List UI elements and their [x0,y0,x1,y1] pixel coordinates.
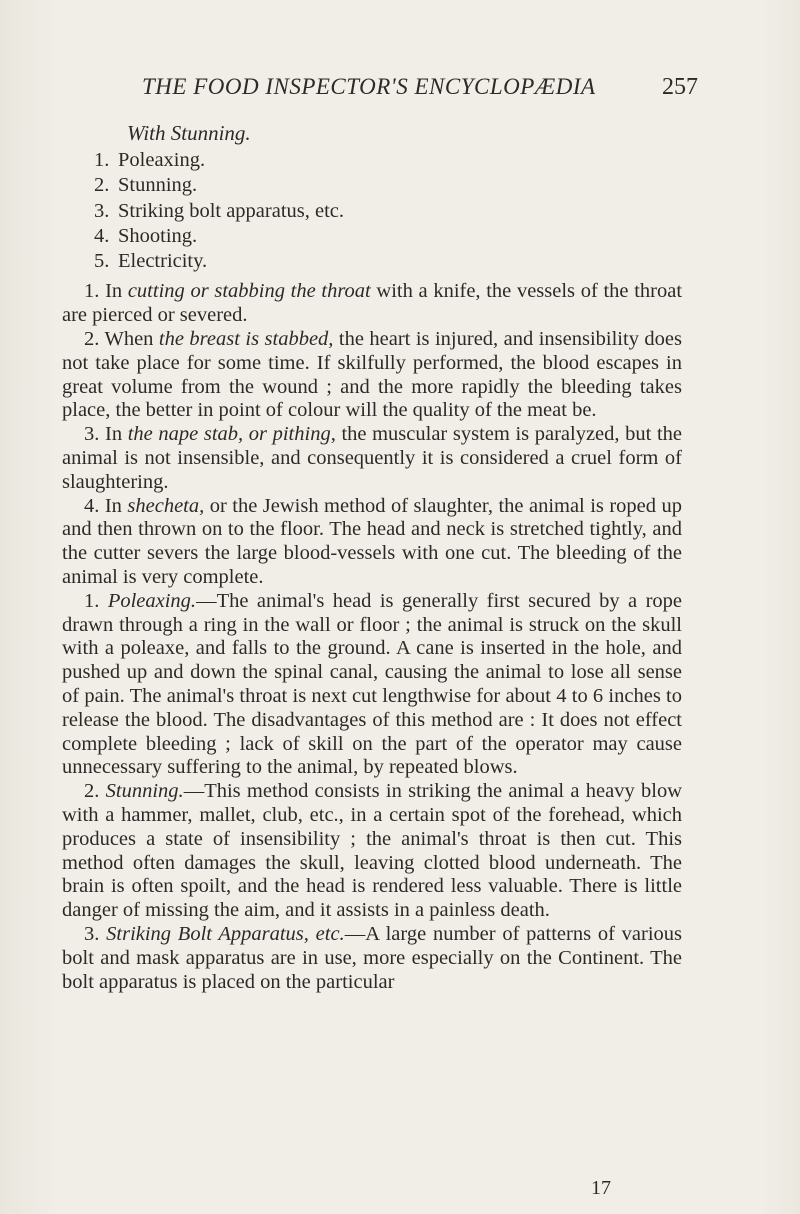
paragraph-term: cutting or stabbing the throat [127,280,371,303]
list-item [62,249,682,274]
list-item-label: Shooting. [118,224,198,247]
body-text [62,120,682,994]
header-title: THE FOOD INSPECTOR'S ENCYCLOPÆDIA [142,74,596,99]
paragraph-term: shecheta, [127,494,205,517]
paragraph [62,280,682,328]
list-item [62,148,682,173]
paragraph-lead: In [105,280,128,303]
paragraph-text: the heart is injured, and insensibility does not take place for some time. If skilfully performed, the blood escapes in great volume from the wound ; and the more rapidly the bleeding takes place, the better in point of colour will the quality of the meat be. [62,328,682,422]
paragraph-term: Stunning. [105,780,184,803]
paragraph-text: the muscular system is paralyzed, but the animal is not insensible, and consequently it is considered a cruel form of slaughtering. [62,423,683,493]
paragraph-term: the nape stab, or pithing, [127,423,336,446]
list-item-number: 3. [94,199,110,222]
paragraph [62,923,682,994]
section-heading: With Stunning. [127,121,251,145]
list-item [62,173,682,198]
list-item-label: Stunning. [118,174,198,197]
paragraph-number: 3. [84,423,100,446]
paragraph-lead: In [105,423,128,446]
list-item-label: Striking bolt apparatus, etc. [118,199,345,222]
paragraph [62,590,682,780]
paragraph-term: Poleaxing. [107,589,197,612]
signature-mark: 17 [591,1177,611,1199]
paragraph [62,328,682,423]
list-item [62,224,682,249]
list-item-number: 4. [94,224,110,247]
paragraph-number: 2. [84,328,100,351]
list-item-number: 5. [94,250,110,273]
running-header [0,74,800,110]
paragraph-text: —The animal's head is generally first secured by a rope drawn through a ring in the wall or floor ; the animal is struck on the skull with a poleaxe, and falls to the ground. A cane is inserted in the hole, and pushed up and down the spinal canal, causing the animal to lose all sense of pain. The animal's throat is next cut lengthwise for about 4 to 6 inches to release the blood. The disadvantages of this method are : It does not effect complete bleeding ; lack of skill on the part of the operator may cause unnecessary suffering to the animal, by repeated blows. [62,589,682,779]
list-item-label: Poleaxing. [118,149,206,171]
page-number: 257 [662,74,698,100]
list-item [62,199,682,224]
paragraph [62,495,682,590]
paragraph-term: the breast is stabbed, [158,328,334,351]
list-item-number: 1. [94,149,110,171]
list-item-label: Electricity. [118,250,208,273]
method-list [62,148,682,274]
paragraph-number: 3. [84,923,100,945]
paragraph-text: —This method consists in striking the animal a heavy blow with a hammer, mallet, club, etc., in a certain spot of the forehead, which produces a state of insensibility ; the animal's throat is then cut. This method often damages the skull, leaving clotted blood underneath. The brain is often spoilt, and the head is rendered less valuable. There is little danger of missing the aim, and it assists in a painless death. [62,780,682,922]
paragraph-term: Striking Bolt Apparatus, etc. [106,923,345,945]
paragraph-number: 1. [84,280,100,303]
paragraph-text: or the Jewish method of slaughter, the animal is roped up and then thrown on to the floor. The head and neck is stretched tightly, and the cutter severs the large blood-vessels with one cut. The bleeding of the animal is very complete. [62,494,682,589]
paragraph-text: —A large number of patterns of various bolt and mask apparatus are in use, more especially on the Continent. The bolt apparatus is placed on the particular [62,923,683,993]
paragraph [62,780,682,923]
list-item-number: 2. [94,174,110,197]
paragraph-text: with a knife, the vessels of the throat are pierced or severed. [62,280,683,327]
paragraph [62,423,682,494]
paragraph-number: 1. [84,589,100,612]
paragraph-number: 4. [84,494,100,517]
paragraph-lead: In [104,494,128,517]
paragraph-number: 2. [84,780,100,803]
paragraph-lead: When [104,328,159,351]
